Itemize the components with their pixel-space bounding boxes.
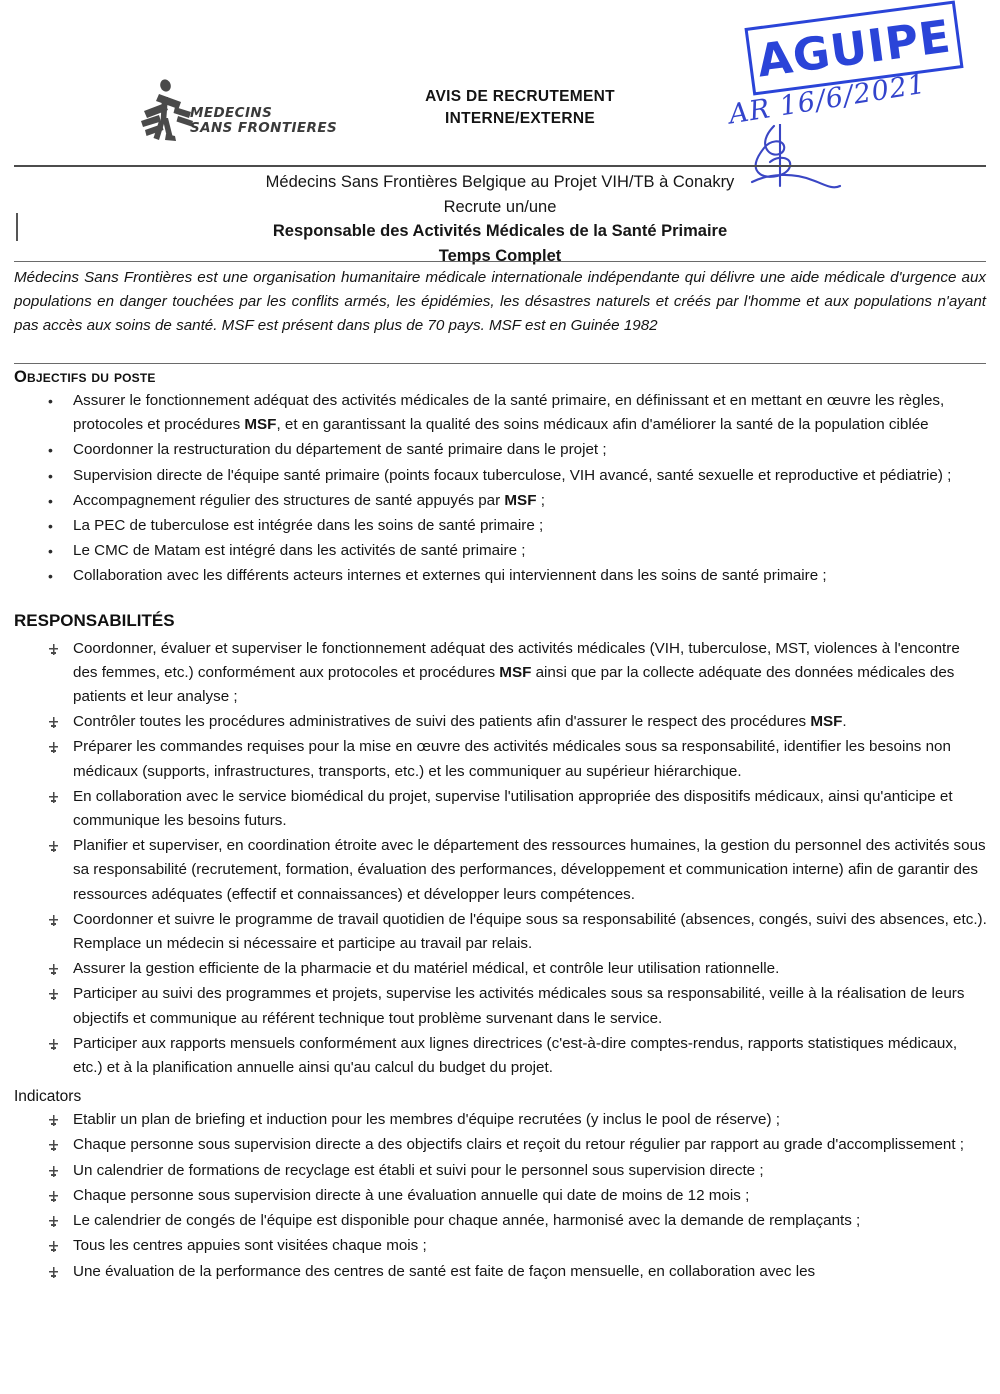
list-item: Coordonner, évaluer et superviser le fonctionnement adéquat des activités médicales (VIH, tuberculose, MST, violences à l'encontre des femmes, etc.) conformément aux protocoles et procédures MSF ainsi que par la collecte adéquate des données médicales des patients et leur analyse ; [0,637,1000,710]
list-item: • Supervision directe de l'équipe santé primaire (points focaux tuberculose, VIH avancé, santé sexuelle et reproductive et pédiatrie) ; [0,464,1000,488]
msf-emphasis: MSF [810,713,843,731]
stamp-border [744,0,963,95]
intro-top-divider [14,261,986,262]
list-item: Contrôler toutes les procédures administratives de suivi des patients afin d'assurer le respect des procédures MSF. [0,710,1000,734]
list-item: • Le CMC de Matam est intégré dans les activités de santé primaire ; [0,539,1000,563]
list-item: Chaque personne sous supervision directe à une évaluation annuelle qui date de moins de 12 mois ; [0,1184,1000,1208]
subheader-block [0,170,1000,268]
list-item: Une évaluation de la performance des centres de santé est faite de façon mensuelle, en collaboration avec les [0,1260,1000,1284]
list-item: Un calendrier de formations de recyclage est établi et suivi pour le personnel sous supervision directe ; [0,1159,1000,1183]
list-item: Préparer les commandes requises pour la mise en œuvre des activités médicales sous sa responsabilité, identifier les besoins non médicaux (supports, infrastructures, transports, etc.) et les communiquer au supérieur hiérarchique. [0,735,1000,783]
list-item: En collaboration avec le service biomédical du projet, supervise l'utilisation appropriée des dispositifs médicaux, ainsi qu'anticipe et communique les besoins futurs. [0,785,1000,833]
document-header [0,0,1000,165]
list-item: Participer au suivi des programmes et projets, supervise les activités médicales sous sa responsabilité, veille à la réalisation de leurs objectifs et communique au référent technique tout problème survenant dans le service. [0,982,1000,1030]
objectifs-list [0,389,1000,589]
list-item: Etablir un plan de briefing et induction pour les membres d'équipe recrutées (y inclus le pool de réserve) ; [0,1108,1000,1132]
msf-wordmark-line1: MEDECINS [190,105,273,121]
list-item: • Coordonner la restructuration du département de santé primaire dans le projet ; [0,438,1000,462]
msf-emphasis: MSF [244,416,277,434]
stamp-label: AGUIPE [753,9,955,87]
list-item: • Accompagnement régulier des structures de santé appuyés par MSF ; [0,489,1000,513]
project-line: Médecins Sans Frontières Belgique au Projet VIH/TB à Conakry [265,173,735,191]
list-item: • La PEC de tuberculose est intégrée dans les soins de santé primaire ; [0,514,1000,538]
position-title: Responsable des Activités Médicales de la Santé Primaire [272,222,728,240]
msf-wordmark-line2: SANS FRONTIERES [190,119,338,136]
msf-logo [135,78,338,148]
section-heading-responsabilites: RESPONSABILITÉS [14,610,175,630]
indicators-list [0,1108,1000,1283]
list-item: Coordonner et suivre le programme de travail quotidien de l'équipe sous sa responsabilité (absences, congés, suivi des absences, etc.). Remplace un médecin si nécessaire et participe au travail par relais. [0,908,1000,956]
list-item: • Collaboration avec les différents acteurs internes et externes qui interviennent dans les soins de santé primaire ; [0,564,1000,588]
section-heading-indicators: Indicators [14,1088,82,1106]
section-heading-objectifs: Objectifs du poste [14,368,156,386]
list-item: Participer aux rapports mensuels conformément aux lignes directrices (c'est-à-dire comptes-rendus, rapports statistiques médicaux, etc.) et à la planification annuelle ainsi qu'au calcul du budget du projet. [0,1032,1000,1080]
header-divider [14,165,986,167]
msf-emphasis: MSF [504,491,537,509]
handwritten-date: AR 16/6/2021 [726,68,929,131]
approval-stamp [710,6,1000,191]
list-item: Chaque personne sous supervision directe a des objectifs clairs et reçoit du retour régulier par rapport au grade d'accomplissement ; [0,1133,1000,1157]
msf-running-figure-icon [135,78,197,144]
document-body [0,368,1000,1285]
intro-bottom-divider [14,363,986,364]
page-title-line2: INTERNE/EXTERNE [444,110,596,127]
list-item: Tous les centres appuies sont visitées chaque mois ; [0,1234,1000,1258]
organization-description: Médecins Sans Frontières est une organisation humanitaire médicale internationale indépendante qui délivre une aide médicale d'urgence aux populations en danger touchées par les conflits armés, les épidémies, les désastres naturels et créés par l'homme et aux populations n'ayant pas accès aux soins de santé. MSF est présent dans plus de 70 pays. MSF est en Guinée 1982 [14,269,986,334]
list-item: Planifier et superviser, en coordination étroite avec le département des ressources humaines, la gestion du personnel des activités sous sa responsabilité (recrutement, formation, évaluation des performances, développement et communication interne) afin de garantir des ressources adéquates (effectif et connaissances) et développer leurs compétences. [0,834,1000,907]
list-item: Le calendrier de congés de l'équipe est disponible pour chaque année, harmonisé avec la demande de remplaçants ; [0,1209,1000,1233]
list-item: Assurer la gestion efficiente de la pharmacie et du matériel médical, et contrôle leur utilisation rationnelle. [0,957,1000,981]
page-title [330,86,710,130]
msf-wordmark [190,106,337,135]
list-item: • Assurer le fonctionnement adéquat des activités médicales de la santé primaire, en définissant et en mettant en œuvre les règles, protocoles et procédures MSF, et en garantissant la qualité des soins médicaux afin d'améliorer la santé de la population ciblée [0,389,1000,437]
recruits-line: Recrute un/une [443,197,557,216]
margin-annotation-mark [16,213,18,241]
employment-type: Temps Complet [438,246,562,265]
page-title-line1: AVIS DE RECRUTEMENT [425,88,615,105]
msf-emphasis: MSF [499,663,532,681]
responsabilites-list [0,637,1000,1081]
